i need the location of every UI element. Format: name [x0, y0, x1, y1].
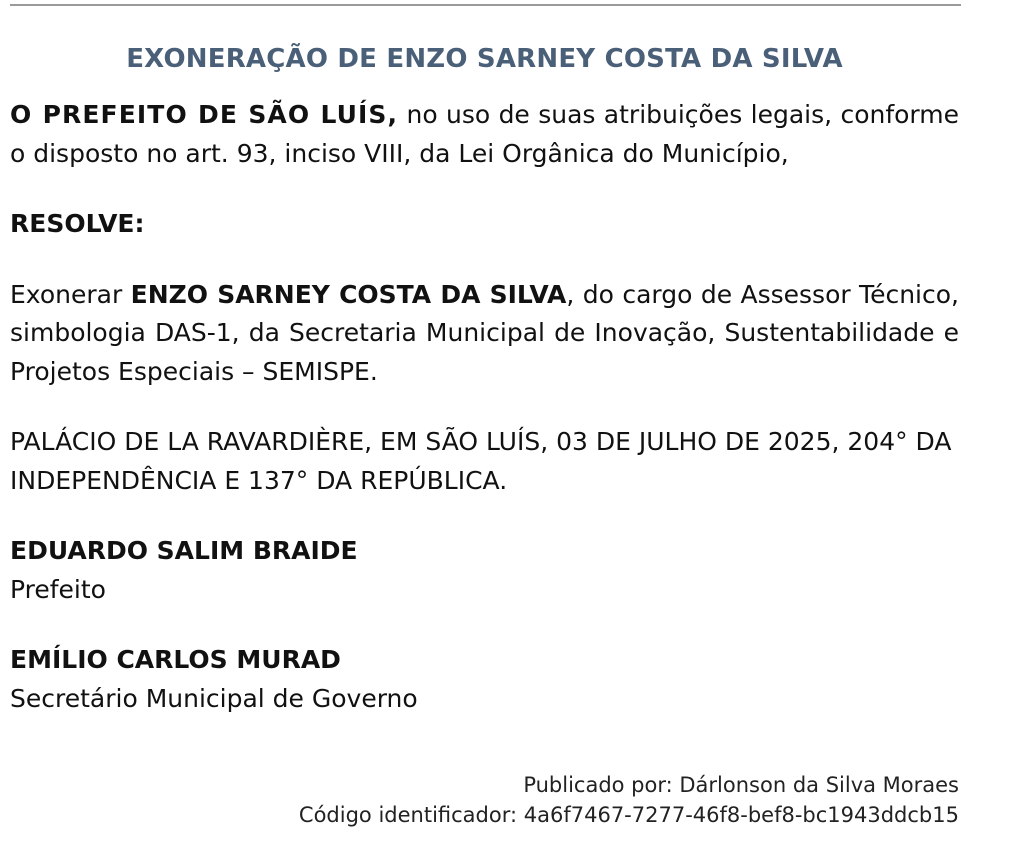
resolution-paragraph [10, 276, 959, 392]
signature-role: Prefeito [10, 574, 106, 604]
signature-name: EMÍLIO CARLOS MURAD [10, 645, 341, 674]
document-title: EXONERAÇÃO DE ENZO SARNEY COSTA DA SILVA [126, 44, 843, 74]
resolution-suffix: , do cargo de Assessor Técnico, simbologia DAS-1, da Secretaria Municipal de Inovação, Sustentabilidade e Projetos Especiais – SEMISPE. [10, 279, 959, 386]
signature-block-1 [10, 532, 959, 609]
resolve-label: RESOLVE: [10, 209, 145, 238]
intro-paragraph [10, 96, 959, 173]
intro-text: no uso de suas atribuições legais, conforme o disposto no art. 93, inciso VIII, da Lei Orgânica do Município, [10, 100, 959, 168]
resolution-name: ENZO SARNEY COSTA DA SILVA [130, 279, 567, 309]
intro-authority: O PREFEITO DE SÃO LUÍS, [10, 100, 399, 129]
publication-footer [299, 770, 959, 830]
signature-block-2 [10, 641, 959, 718]
place-date-paragraph: PALÁCIO DE LA RAVARDIÈRE, EM SÃO LUÍS, 03 DE JULHO DE 2025, 204° DA INDEPENDÊNCIA E 137° DA REPÚBLICA. [10, 427, 952, 495]
published-by: Publicado por: Dárlonson da Silva Moraes [523, 773, 959, 797]
signature-name: EDUARDO SALIM BRAIDE [10, 536, 358, 565]
identifier-code: Código identificador: 4a6f7467-7277-46f8-bef8-bc1943ddcb15 [298, 803, 959, 827]
top-divider [10, 4, 961, 6]
signature-role: Secretário Municipal de Governo [10, 683, 418, 713]
document-body [10, 40, 959, 718]
resolution-prefix: Exonerar [10, 279, 131, 309]
